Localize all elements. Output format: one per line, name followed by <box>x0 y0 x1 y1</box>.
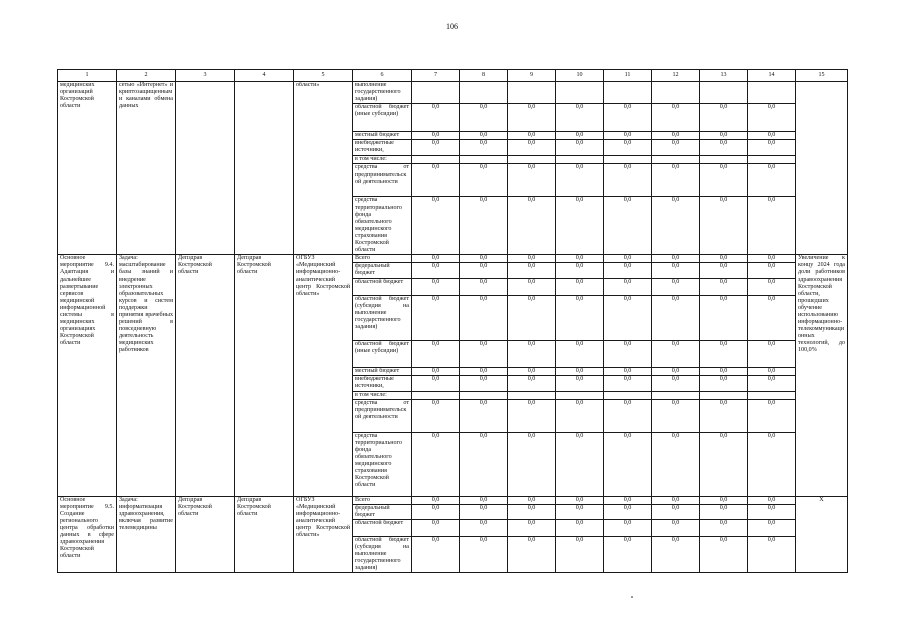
value-cell: 0,0 <box>556 164 604 197</box>
coordinator-cell <box>176 82 235 255</box>
financing-table <box>57 69 848 573</box>
value-cell <box>652 391 700 399</box>
value-cell: 0,0 <box>748 375 796 391</box>
value-cell: 0,0 <box>652 375 700 391</box>
value-cell: 0,0 <box>556 536 604 572</box>
funding-source-cell: областной бюджет (иные субсидии) <box>353 340 412 367</box>
table-row <box>58 255 848 263</box>
value-cell: 0,0 <box>604 519 652 536</box>
funding-source-cell: областной бюджет <box>353 278 412 295</box>
value-cell: 0,0 <box>460 536 508 572</box>
value-cell <box>460 156 508 164</box>
value-cell: 0,0 <box>652 295 700 340</box>
value-cell: 0,0 <box>604 140 652 156</box>
task-cell: сетью «Интернет» и криптозащищенными каналами обмена данных <box>117 82 176 255</box>
value-cell <box>700 391 748 399</box>
value-cell: 0,0 <box>508 367 556 375</box>
value-cell: 0,0 <box>556 104 604 132</box>
value-cell: 0,0 <box>604 399 652 432</box>
value-cell <box>460 82 508 104</box>
coordinator-cell: Депздрав Костромской области <box>176 496 235 573</box>
value-cell: 0,0 <box>460 367 508 375</box>
funding-source-cell: внебюджетные источники, <box>353 140 412 156</box>
value-cell: 0,0 <box>460 164 508 197</box>
column-header-9: 9 <box>508 70 556 82</box>
value-cell: 0,0 <box>412 295 460 340</box>
value-cell: 0,0 <box>412 255 460 263</box>
table-row <box>58 496 848 504</box>
value-cell: 0,0 <box>460 132 508 140</box>
value-cell: 0,0 <box>412 104 460 132</box>
value-cell: 0,0 <box>460 504 508 519</box>
value-cell: 0,0 <box>556 519 604 536</box>
value-cell: 0,0 <box>700 197 748 255</box>
value-cell: 0,0 <box>460 278 508 295</box>
value-cell: 0,0 <box>508 255 556 263</box>
column-header-11: 11 <box>604 70 652 82</box>
value-cell: 0,0 <box>700 496 748 504</box>
value-cell: 0,0 <box>460 340 508 367</box>
responsible-cell: Депздрав Костромской области <box>235 496 294 573</box>
column-header-15: 15 <box>796 70 848 82</box>
value-cell: 0,0 <box>460 519 508 536</box>
value-cell: 0,0 <box>412 263 460 278</box>
value-cell: 0,0 <box>508 140 556 156</box>
value-cell: 0,0 <box>748 519 796 536</box>
value-cell: 0,0 <box>556 432 604 496</box>
value-cell: 0,0 <box>700 295 748 340</box>
funding-source-cell: областной бюджет <box>353 519 412 536</box>
value-cell: 0,0 <box>412 340 460 367</box>
result-cell: X <box>796 496 848 573</box>
funding-source-cell: средства территориального фонда обязательного медицинского страхования Костромской области <box>353 432 412 496</box>
column-header-14: 14 <box>748 70 796 82</box>
value-cell: 0,0 <box>412 278 460 295</box>
value-cell: 0,0 <box>652 278 700 295</box>
funding-source-cell: выполнение государственного задания) <box>353 82 412 104</box>
column-header-5: 5 <box>294 70 353 82</box>
value-cell: 0,0 <box>412 375 460 391</box>
value-cell: 0,0 <box>556 140 604 156</box>
value-cell: 0,0 <box>412 367 460 375</box>
header-row <box>58 70 848 82</box>
value-cell: 0,0 <box>748 536 796 572</box>
value-cell: 0,0 <box>604 263 652 278</box>
value-cell: 0,0 <box>700 367 748 375</box>
value-cell <box>748 391 796 399</box>
value-cell: 0,0 <box>652 263 700 278</box>
column-header-2: 2 <box>117 70 176 82</box>
result-cell <box>796 82 848 255</box>
funding-source-cell: местный бюджет <box>353 367 412 375</box>
value-cell: 0,0 <box>556 375 604 391</box>
column-header-8: 8 <box>460 70 508 82</box>
value-cell: 0,0 <box>652 140 700 156</box>
value-cell: 0,0 <box>652 496 700 504</box>
value-cell <box>604 156 652 164</box>
column-header-6: 6 <box>353 70 412 82</box>
coordinator-cell: Депздрав Костромской области <box>176 255 235 496</box>
value-cell: 0,0 <box>748 278 796 295</box>
value-cell: 0,0 <box>652 519 700 536</box>
value-cell: 0,0 <box>748 399 796 432</box>
funding-source-cell: Всего <box>353 496 412 504</box>
participant-cell: ОГБУЗ «Медицинский информационно-аналитический центр Костромской области» <box>294 255 353 496</box>
value-cell: 0,0 <box>556 399 604 432</box>
value-cell: 0,0 <box>604 278 652 295</box>
value-cell: 0,0 <box>508 104 556 132</box>
value-cell: 0,0 <box>652 399 700 432</box>
value-cell: 0,0 <box>460 197 508 255</box>
value-cell: 0,0 <box>460 104 508 132</box>
value-cell: 0,0 <box>508 197 556 255</box>
value-cell <box>700 156 748 164</box>
value-cell: 0,0 <box>652 164 700 197</box>
funding-source-cell: в том числе: <box>353 156 412 164</box>
value-cell: 0,0 <box>700 278 748 295</box>
value-cell: 0,0 <box>460 432 508 496</box>
value-cell: 0,0 <box>460 399 508 432</box>
value-cell: 0,0 <box>556 496 604 504</box>
value-cell: 0,0 <box>412 164 460 197</box>
value-cell: 0,0 <box>652 104 700 132</box>
funding-source-cell: средства территориального фонда обязательного медицинского страхования Костромской области <box>353 197 412 255</box>
value-cell: 0,0 <box>508 132 556 140</box>
column-header-12: 12 <box>652 70 700 82</box>
funding-source-cell: в том числе: <box>353 391 412 399</box>
value-cell: 0,0 <box>604 164 652 197</box>
task-cell: Задача: информатизация здравоохранения, включая развитие телемедицины <box>117 496 176 573</box>
result-cell: Увеличение к концу 2024 года доли работников здравоохранения Костромской области, прошедших обучение использованию информационно-телекоммуникационных технологий, до 100,0% <box>796 255 848 496</box>
value-cell: 0,0 <box>460 496 508 504</box>
value-cell <box>652 82 700 104</box>
value-cell: 0,0 <box>460 295 508 340</box>
funding-source-cell: местный бюджет <box>353 132 412 140</box>
column-header-4: 4 <box>235 70 294 82</box>
value-cell: 0,0 <box>508 496 556 504</box>
value-cell: 0,0 <box>700 104 748 132</box>
value-cell <box>412 391 460 399</box>
value-cell <box>508 82 556 104</box>
value-cell <box>604 82 652 104</box>
value-cell <box>412 156 460 164</box>
value-cell: 0,0 <box>748 255 796 263</box>
value-cell: 0,0 <box>748 496 796 504</box>
value-cell: 0,0 <box>604 197 652 255</box>
value-cell: 0,0 <box>652 536 700 572</box>
value-cell <box>508 391 556 399</box>
value-cell: 0,0 <box>508 536 556 572</box>
value-cell <box>652 156 700 164</box>
value-cell: 0,0 <box>604 340 652 367</box>
value-cell: 0,0 <box>508 399 556 432</box>
responsible-cell <box>235 82 294 255</box>
value-cell: 0,0 <box>700 504 748 519</box>
value-cell: 0,0 <box>556 255 604 263</box>
value-cell: 0,0 <box>748 164 796 197</box>
value-cell: 0,0 <box>604 104 652 132</box>
value-cell <box>556 156 604 164</box>
funding-source-cell: средства от предпринимательской деятельности <box>353 399 412 432</box>
value-cell: 0,0 <box>412 432 460 496</box>
value-cell: 0,0 <box>508 504 556 519</box>
value-cell: 0,0 <box>748 340 796 367</box>
activity-name-cell: медицинских организаций Костромской области <box>58 82 117 255</box>
value-cell: 0,0 <box>604 295 652 340</box>
value-cell: 0,0 <box>652 132 700 140</box>
value-cell: 0,0 <box>700 536 748 572</box>
value-cell: 0,0 <box>748 140 796 156</box>
value-cell: 0,0 <box>556 340 604 367</box>
value-cell: 0,0 <box>556 367 604 375</box>
value-cell: 0,0 <box>700 164 748 197</box>
funding-source-cell: федеральный бюджет <box>353 263 412 278</box>
value-cell: 0,0 <box>556 504 604 519</box>
column-header-3: 3 <box>176 70 235 82</box>
funding-source-cell: внебюджетные источники, <box>353 375 412 391</box>
value-cell: 0,0 <box>748 432 796 496</box>
participant-cell: ОГБУЗ «Медицинский информационно-аналитический центр Костромской области» <box>294 496 353 573</box>
value-cell: 0,0 <box>748 263 796 278</box>
value-cell: 0,0 <box>412 536 460 572</box>
value-cell: 0,0 <box>508 375 556 391</box>
value-cell: 0,0 <box>508 432 556 496</box>
value-cell: 0,0 <box>604 132 652 140</box>
value-cell: 0,0 <box>700 140 748 156</box>
value-cell: 0,0 <box>412 519 460 536</box>
value-cell <box>412 82 460 104</box>
value-cell: 0,0 <box>412 197 460 255</box>
value-cell <box>700 82 748 104</box>
value-cell: 0,0 <box>700 255 748 263</box>
value-cell: 0,0 <box>556 295 604 340</box>
column-header-1: 1 <box>58 70 117 82</box>
value-cell: 0,0 <box>748 132 796 140</box>
value-cell: 0,0 <box>748 504 796 519</box>
value-cell: 0,0 <box>412 504 460 519</box>
funding-source-cell: федеральный бюджет <box>353 504 412 519</box>
value-cell: 0,0 <box>700 340 748 367</box>
value-cell: 0,0 <box>700 375 748 391</box>
value-cell <box>604 391 652 399</box>
value-cell: 0,0 <box>748 197 796 255</box>
column-header-10: 10 <box>556 70 604 82</box>
value-cell: 0,0 <box>700 132 748 140</box>
scan-speck <box>631 596 633 598</box>
value-cell: 0,0 <box>652 340 700 367</box>
value-cell: 0,0 <box>604 496 652 504</box>
value-cell: 0,0 <box>412 496 460 504</box>
value-cell: 0,0 <box>748 367 796 375</box>
value-cell <box>748 156 796 164</box>
funding-source-cell: областной бюджет (иные субсидии) <box>353 104 412 132</box>
value-cell: 0,0 <box>652 367 700 375</box>
value-cell: 0,0 <box>412 132 460 140</box>
value-cell: 0,0 <box>604 255 652 263</box>
value-cell: 0,0 <box>508 340 556 367</box>
value-cell: 0,0 <box>556 132 604 140</box>
value-cell: 0,0 <box>700 263 748 278</box>
value-cell: 0,0 <box>508 278 556 295</box>
value-cell: 0,0 <box>460 140 508 156</box>
column-header-13: 13 <box>700 70 748 82</box>
value-cell: 0,0 <box>460 255 508 263</box>
activity-name-cell: Основное мероприятие 9.5. Создание регионального центра обработки данных в сфере здравоохранения Костромской области <box>58 496 117 573</box>
value-cell: 0,0 <box>604 375 652 391</box>
value-cell <box>748 82 796 104</box>
value-cell: 0,0 <box>460 375 508 391</box>
value-cell: 0,0 <box>508 295 556 340</box>
table-row <box>58 82 848 104</box>
value-cell: 0,0 <box>748 104 796 132</box>
value-cell <box>508 156 556 164</box>
funding-source-cell: областной бюджет (субсидия на выполнение государственного задания) <box>353 295 412 340</box>
value-cell <box>556 391 604 399</box>
value-cell: 0,0 <box>508 164 556 197</box>
value-cell: 0,0 <box>460 263 508 278</box>
page-number: 106 <box>446 22 458 31</box>
value-cell: 0,0 <box>412 140 460 156</box>
value-cell: 0,0 <box>748 295 796 340</box>
value-cell: 0,0 <box>652 432 700 496</box>
activity-name-cell: Основное мероприятие 9.4. Адаптация и дальнейшее развертывание сервисов медицинской информационной системы в медицинских организациях Костромской области <box>58 255 117 496</box>
funding-source-cell: Всего <box>353 255 412 263</box>
value-cell <box>460 391 508 399</box>
value-cell: 0,0 <box>604 536 652 572</box>
value-cell: 0,0 <box>604 367 652 375</box>
column-header-7: 7 <box>412 70 460 82</box>
participant-cell: области» <box>294 82 353 255</box>
responsible-cell: Депздрав Костромской области <box>235 255 294 496</box>
value-cell: 0,0 <box>412 399 460 432</box>
value-cell: 0,0 <box>604 504 652 519</box>
value-cell <box>556 82 604 104</box>
value-cell: 0,0 <box>604 432 652 496</box>
funding-source-cell: областной бюджет (субсидия на выполнение государственного задания) <box>353 536 412 572</box>
value-cell: 0,0 <box>556 197 604 255</box>
value-cell: 0,0 <box>700 432 748 496</box>
value-cell: 0,0 <box>700 399 748 432</box>
value-cell: 0,0 <box>508 263 556 278</box>
value-cell: 0,0 <box>508 519 556 536</box>
value-cell: 0,0 <box>700 519 748 536</box>
value-cell: 0,0 <box>652 197 700 255</box>
task-cell: Задача: масштабирование базы знаний и внедрение электронных образовательных курсов и систем поддержки принятия врачебных решений в повседневную деятельность медицинских работников <box>117 255 176 496</box>
value-cell: 0,0 <box>652 504 700 519</box>
value-cell: 0,0 <box>556 263 604 278</box>
funding-source-cell: средства от предпринимательской деятельности <box>353 164 412 197</box>
value-cell: 0,0 <box>652 255 700 263</box>
value-cell: 0,0 <box>556 278 604 295</box>
